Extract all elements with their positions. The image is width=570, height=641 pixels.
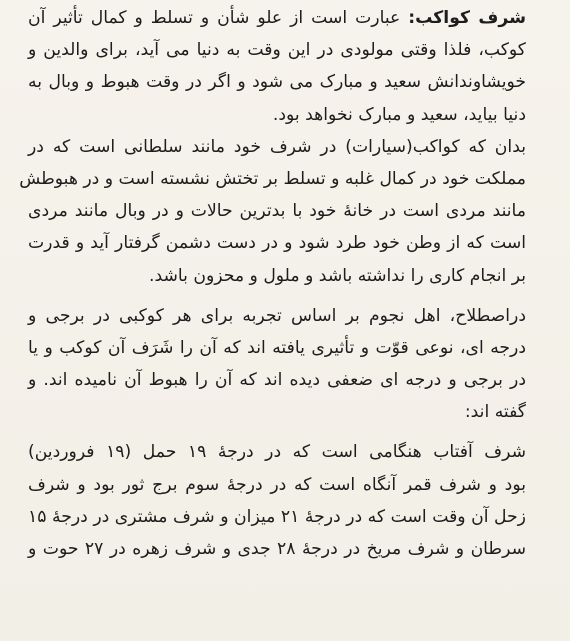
text-line: زحل آن وقت است که در درجهٔ ۲۱ میزان و شرف مشتری در درجهٔ ۱۵ [28, 506, 526, 527]
text-line: بر انجام کاری را نداشته باشد و ملول و محزون باشد. [149, 265, 526, 286]
text-line: بود و شرف قمر آنگاه است که در درجهٔ سوم برج ثور بود و شرف [28, 474, 526, 495]
text-line: خویشاوندانش سعید و مبارک می شود و اگر در وقت هبوط و وبال به [28, 72, 526, 93]
paragraph-3 [28, 300, 526, 429]
page-text [19, 2, 527, 565]
paragraph-1 [28, 2, 526, 131]
paragraph-gap [28, 428, 526, 436]
text-line: دنیا بیاید، سعید و مبارک نخواهد بود. [272, 104, 526, 125]
text-line: است که از وطن خود طرد شود و در دست دشمن گرفتار آید و قدرت [28, 233, 526, 254]
text-line: دراصطلاح، اهل نجوم بر اساس تجربه برای هر کوکبی در برجی و [28, 305, 526, 326]
text-line: کوکب، فلذا وقتی مولودی در این وقت به دنیا می آید، برای والدین و [28, 40, 526, 61]
term-heading: شرف کواکب: [408, 8, 526, 28]
text-line: بدان که کواکب(سیارات) در شرف خود مانند سلطانی است که در [28, 136, 526, 157]
paragraph-gap [28, 292, 526, 300]
text-line: در برجی و درجه ای ضعفی دیده اند که آن را هبوط آن نامیده اند. و [28, 370, 526, 391]
line-text: عبارت است از علو شأن و تسلط و کمال تأثیر آن [28, 8, 409, 28]
text-line: شرف آفتاب هنگامی است که در درجهٔ ۱۹ حمل (۱۹ فروردین) [28, 442, 527, 463]
text-line: مملکت خود در کمال غلبه و تسلط بر تختش نشسته است و در هبوطش [19, 168, 526, 189]
text-line: مانند مردی است در خانهٔ خود با بدترین حالات و در وبال مانند مردی [28, 201, 526, 222]
text-line: سرطان و شرف مریخ در درجهٔ ۲۸ جدی و شرف زهره در ۲۷ حوت و [28, 539, 526, 559]
text-line [28, 2, 526, 34]
paragraph-2 [19, 131, 526, 292]
paragraph-4 [28, 436, 526, 565]
text-line: درجه ای، نوعی قوّت و تأثیری یافته اند که آن را شَرَف آن کوکب و یا [28, 337, 526, 358]
text-line: گفته اند: [464, 402, 526, 423]
